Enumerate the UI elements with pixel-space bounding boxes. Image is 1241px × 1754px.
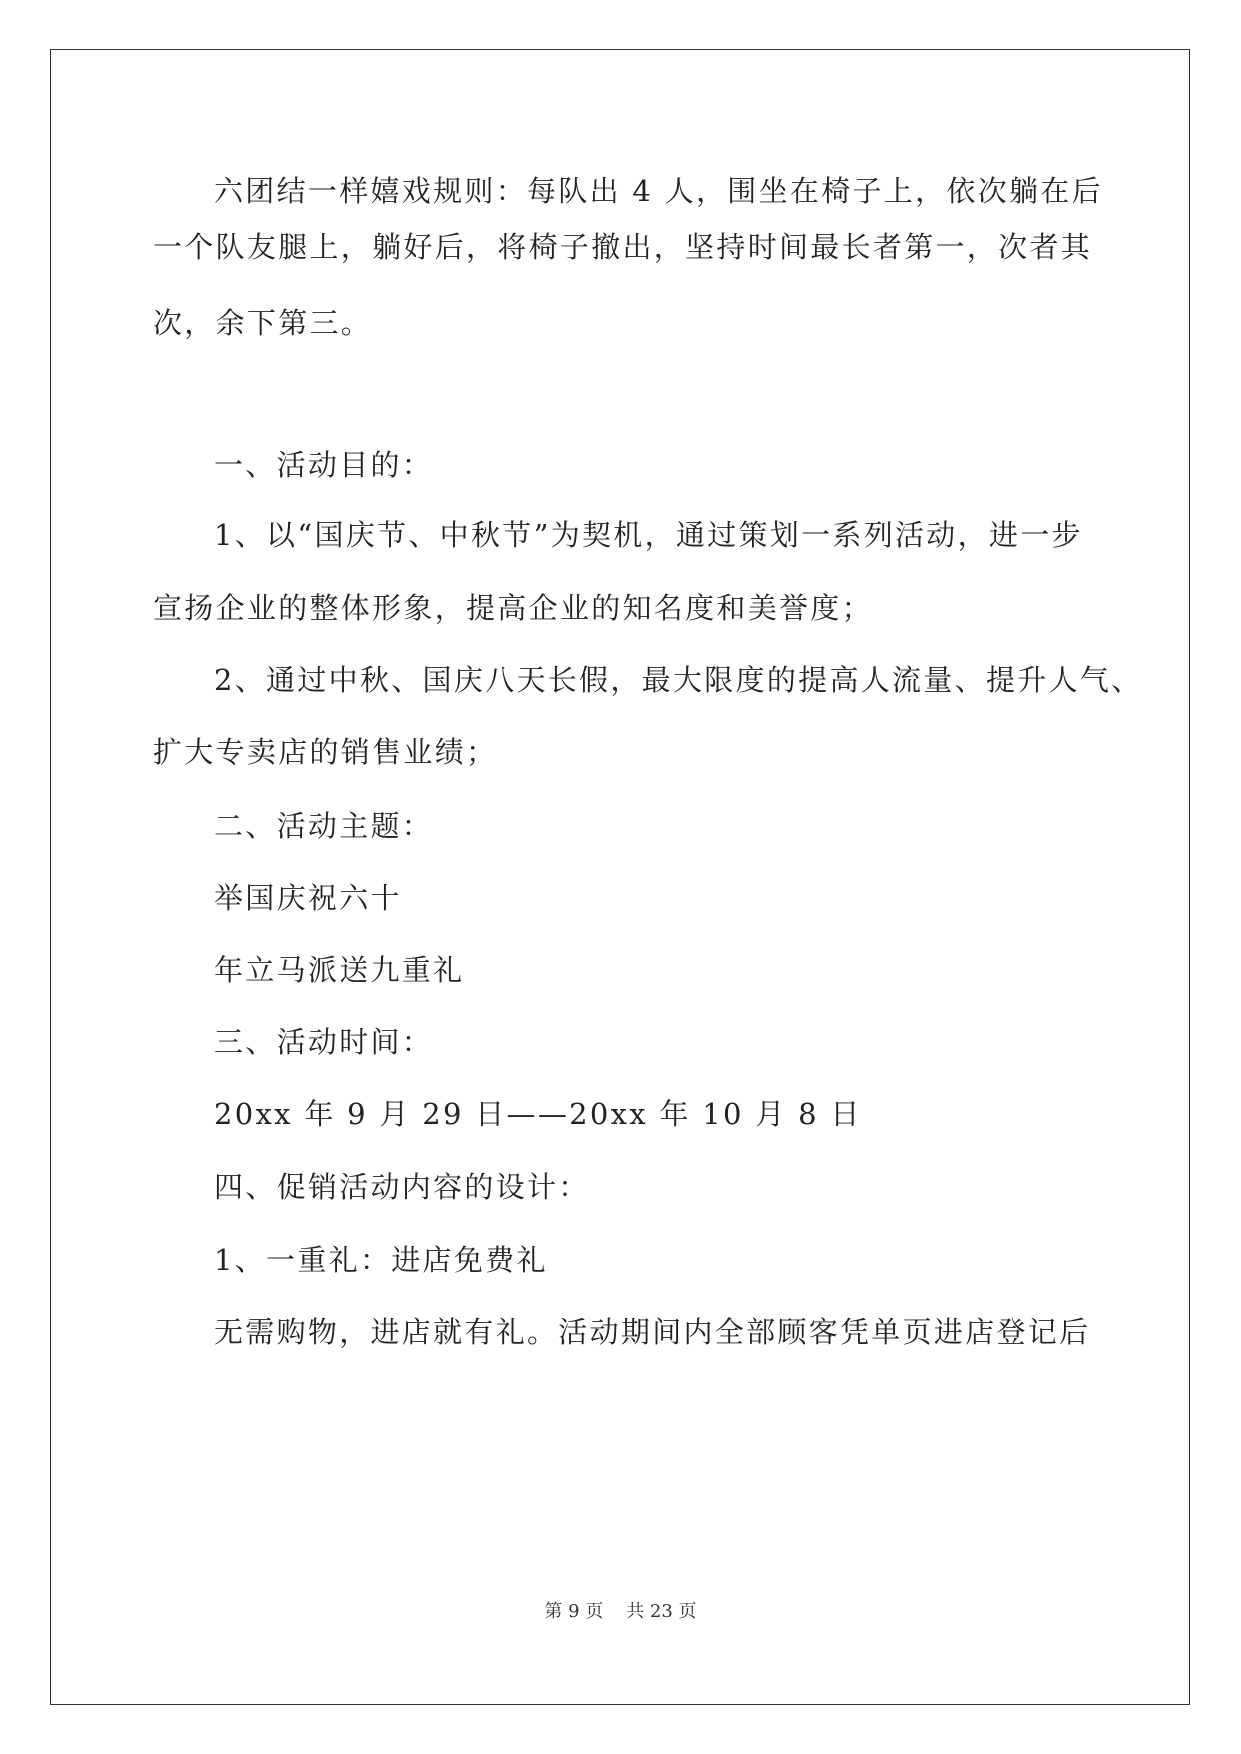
paragraph-line: 扩大专卖店的销售业绩； [153,735,498,769]
section-heading: 四、促销活动内容的设计： [214,1170,590,1204]
paragraph-line: 一个队友腿上，躺好后，将椅子撤出，坚持时间最长者第一，次者其 [153,230,1093,264]
page-number-footer: 第 9 页 共 23 页 [544,1601,697,1622]
paragraph-line: 无需购物，进店就有礼。活动期间内全部顾客凭单页进店登记后 [214,1315,1091,1349]
section-heading: 二、活动主题： [214,809,434,843]
paragraph-line: 1、以“国庆节、中秋节”为契机，通过策划一系列活动，进一步 [214,518,1083,552]
paragraph-line: 年立马派送九重礼 [214,953,465,987]
paragraph-line: 次，余下第三。 [153,306,373,340]
page-border [50,49,1190,1705]
paragraph-line: 2、通过中秋、国庆八天长假，最大限度的提高人流量、提升人气、 [214,663,1143,697]
section-heading: 一、活动目的： [214,448,434,482]
paragraph-line: 20xx 年 9 月 29 日——20xx 年 10 月 8 日 [214,1097,862,1131]
paragraph-line: 六团结一样嬉戏规则：每队出 4 人，围坐在椅子上，依次躺在后 [214,174,1103,208]
paragraph-line: 1、一重礼：进店免费礼 [214,1243,548,1277]
paragraph-line: 举国庆祝六十 [214,881,402,915]
section-heading: 三、活动时间： [214,1025,434,1059]
paragraph-line: 宣扬企业的整体形象，提高企业的知名度和美誉度； [153,591,873,625]
